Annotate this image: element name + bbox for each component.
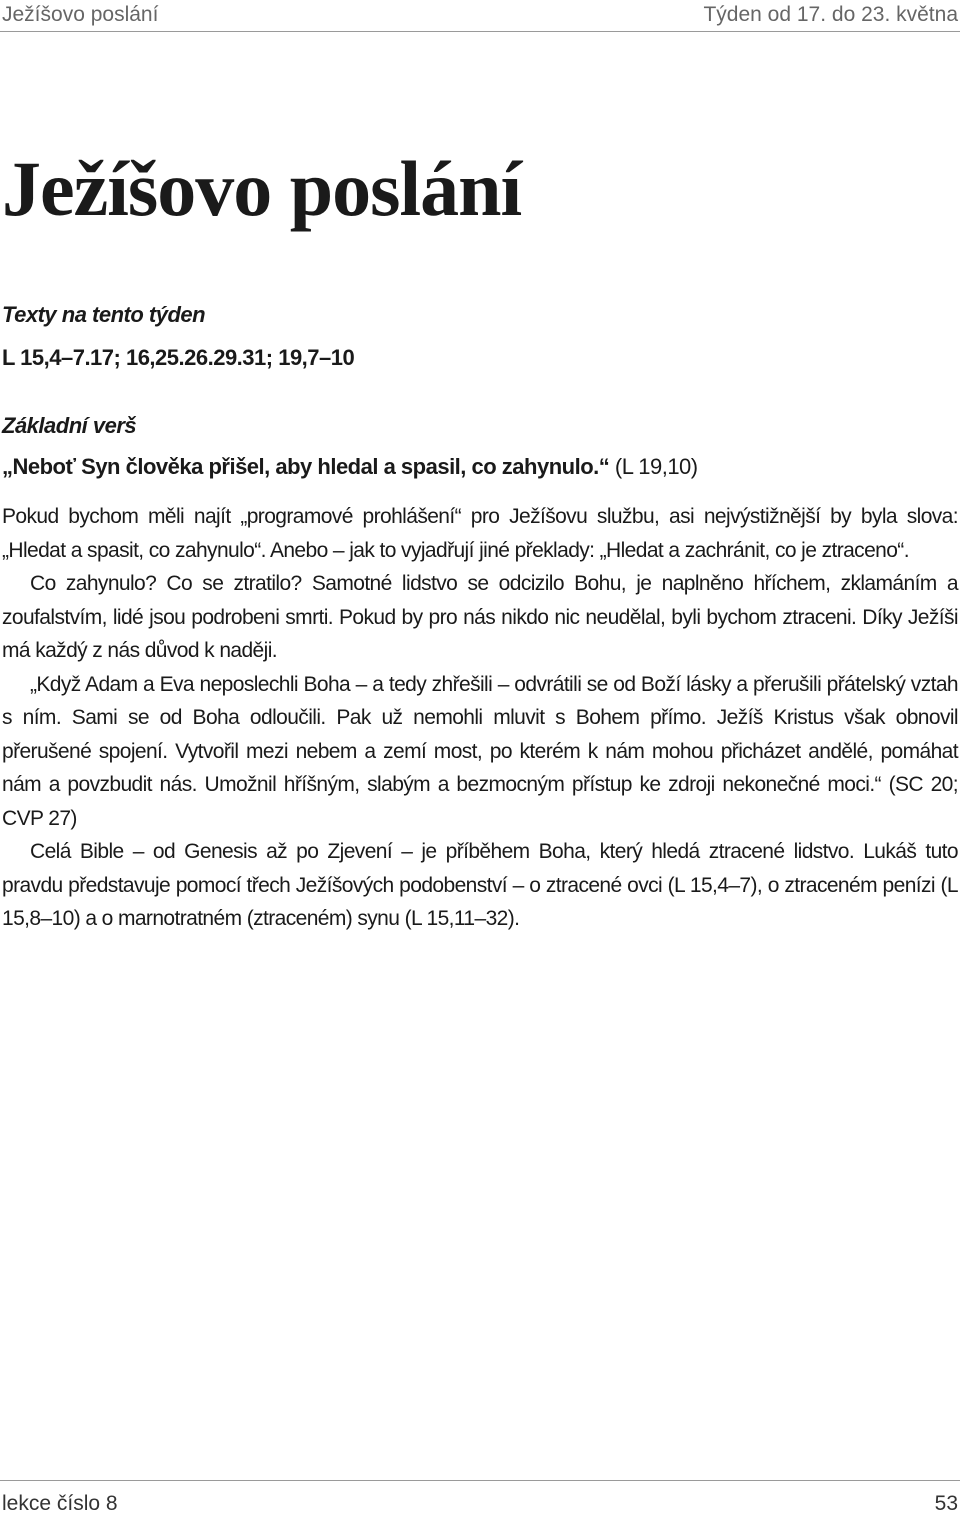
running-header: [0, 0, 960, 32]
page-footer: [0, 1480, 960, 1526]
key-verse-reference: (L 19,10): [609, 454, 698, 479]
page-title: Ježíšovo poslání: [2, 145, 522, 232]
key-verse-label: Základní verš: [2, 413, 137, 438]
texts-label: Texty na tento týden: [2, 302, 206, 327]
paragraph-lost: Co zahynulo? Co se ztratilo? Samotné lidstvo se odcizilo Bohu, je naplněno hříchem, zklamáním a zoufalstvím, lidé jsou podrobeni smrti. Pokud by pro nás nikdo nic neudělal, byli bychom ztraceni. Díky Ježíši má každý z nás důvod k naději.: [2, 572, 958, 662]
key-verse: [2, 454, 698, 480]
paragraph-bible: Celá Bible – od Genesis až po Zjevení – je příběhem Boha, který hledá ztracené lidstvo. Lukáš tuto pravdu představuje pomocí třech Ježíšových podobenství – o ztracené ovci (L 15,4–7), o ztraceném penízi (L 15,8–10) a o marnotratném (ztraceném) synu (L 15,11–32).: [2, 840, 958, 930]
page-number: 53: [934, 1491, 958, 1515]
paragraph-quote: „Když Adam a Eva neposlechli Boha – a tedy zhřešili – odvrátili se od Boží lásky a přerušili přátelský vztah s ním. Sami se od Boha odloučili. Pak už nemohli mluvit s Bohem přímo. Ježíš Kristus však obnovil přerušené spojení. Vytvořil mezi nebem a zemí most, po kterém k nám mohou přicházet andělé, pomáhat nám a povzbudit nás. Umožnil hříšným, slabým a bezmocným přístup ke zdroji nekonečné moci.“ (SC 20; CVP 27): [2, 672, 958, 830]
lesson-number: lekce číslo 8: [2, 1491, 118, 1515]
key-verse-text: „Neboť Syn člověka přišel, aby hledal a spasil, co zahynulo.“: [2, 454, 610, 479]
running-header-week: Týden od 17. do 23. května: [703, 3, 958, 26]
paragraph-intro: Pokud bychom měli najít „programové prohlášení“ pro Ježíšovu službu, asi nejvýstižnější by byla slova: „Hledat a spasit, co zahynulo“. Anebo – jak to vyjadřují jiné překlady: „Hledat a zachránit, co je ztraceno“.: [2, 505, 958, 562]
running-header-title: Ježíšovo poslání: [2, 3, 159, 26]
body-text: [2, 500, 958, 936]
texts-references: L 15,4–7.17; 16,25.26.29.31; 19,7–10: [2, 345, 355, 370]
